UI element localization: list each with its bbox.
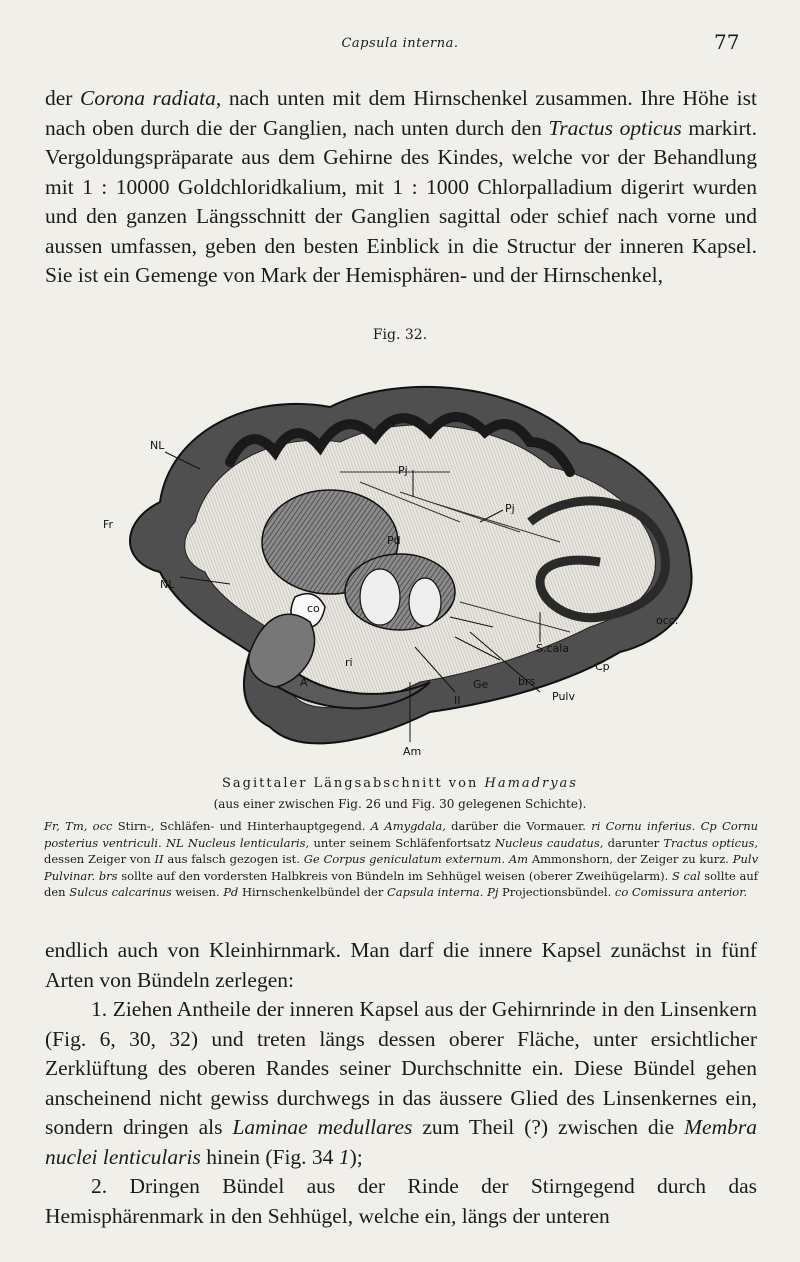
label-cp: Cp: [595, 660, 610, 673]
legend-term: A Amygdala,: [370, 819, 446, 833]
label-ge: Ge: [473, 678, 489, 691]
label-ii: II: [454, 694, 461, 707]
para2-text: endlich auch von Kleinhirnmark. Man darf die innere Kapsel zunächst in fünf Arten von Bündeln zerlegen:: [45, 938, 757, 992]
para3-fig-num: 1: [338, 1144, 350, 1169]
para1-corona: Corona radiata,: [80, 86, 222, 110]
label-pj-right: Pj: [505, 502, 515, 515]
paragraph-4: 2. Dringen Bündel aus der Rinde der Stirngegend durch das Hemisphärenmark in den Sehhügel, welche ein, längs der unteren: [45, 1174, 757, 1228]
label-pj-top: Pj: [398, 464, 408, 477]
para3-laminae: Laminae medullares: [232, 1115, 413, 1139]
para1-start: der: [45, 86, 73, 110]
legend-term: Nucleus caudatus,: [494, 835, 604, 850]
legend-term: Pd: [223, 885, 239, 899]
label-pulv: Pulv: [552, 690, 575, 703]
legend-term: ri Cornu inferius. Cp Cornu posterius ventriculi. NL Nucleus lenticularis,: [44, 819, 759, 850]
running-head: Capsula interna.: [341, 36, 459, 51]
paragraph-1: [45, 84, 757, 291]
legend-text: dessen Zeiger von: [44, 852, 151, 866]
legend-term: S cal: [671, 868, 701, 883]
brain-figure: [100, 352, 720, 772]
label-am: Am: [403, 745, 422, 758]
legend-text: sollte auf den vordersten Halbkreis von Bündeln im Sehhügel weisen (oberer Zweihügelarm).: [121, 868, 669, 883]
legend-term: Capsula interna. Pj: [386, 885, 499, 899]
label-brs: brs: [518, 675, 536, 688]
legend-term: Pulv Pulvinar. brs: [44, 852, 759, 883]
legend-text: weisen.: [175, 885, 220, 899]
label-nl-top: NL: [150, 439, 165, 452]
legend-text: Ammonshorn, der Zeiger zu kurz.: [531, 852, 729, 866]
legend-term: co Comissura anterior.: [614, 885, 748, 899]
label-co: co: [307, 602, 320, 615]
para3-text-c: zum Theil (?) zwischen die: [422, 1115, 675, 1139]
label-ri: ri: [345, 656, 353, 669]
label-pd: Pd: [387, 534, 401, 547]
legend-text: Hirnschenkelbündel der: [241, 885, 384, 899]
figure-legend: [44, 818, 758, 901]
legend-text: unter seinem Schläfenfortsatz: [313, 835, 491, 850]
label-scala: S.cala: [536, 642, 570, 655]
legend-text: darüber die Vormauer.: [451, 819, 586, 833]
label-fr: Fr: [103, 518, 114, 531]
figure-label: Fig. 32.: [372, 327, 428, 343]
legend-text: Projectionsbündel.: [502, 885, 612, 899]
pulvinar: [409, 578, 441, 626]
legend-term: Fr, Tm, occ: [44, 819, 113, 833]
para1-text-a: nach unten mit dem Hirnschenkel zusammen. Ihre Höhe ist nach oben durch die der Ganglien, nach unten durch den: [45, 86, 757, 140]
geniculate: [360, 569, 400, 625]
label-nl-mid: NL: [160, 578, 175, 591]
label-a: A: [300, 676, 308, 689]
para3-text: 1. Ziehen Antheile der inneren Kapsel aus der Gehirnrinde in den Linsenkern (Fig. 6, 30, 32) und treten längs dessen oberer Fläche, unter ersichtlicher Zerklüftung des oberen Randes seiner Durchschnitte ein. Diese Bündel gehen anscheinend nicht gewiss durchwegs in das äussere Glied des Linsenkernes ein, sondern dringen als: [45, 997, 757, 1139]
para1-tractus: Tractus opticus: [548, 115, 682, 140]
legend-term: Tractus opticus,: [663, 835, 759, 850]
figure-caption-sub: (aus einer zwischen Fig. 26 und Fig. 30 gelegenen Schichte).: [213, 797, 587, 811]
legend-text: sollte auf den: [44, 868, 758, 899]
brain-section-illustration: [100, 352, 720, 772]
label-occ: occ.: [656, 614, 679, 627]
legend-term: II: [154, 852, 164, 866]
figure-caption: [0, 776, 800, 791]
page-number: 77: [714, 30, 740, 54]
paragraph-2: [45, 936, 757, 1231]
legend-text: Stirn-, Schläfen- und Hinterhauptgegend.: [117, 819, 366, 833]
caption-text: Sagittaler Längsabschnitt von: [222, 776, 479, 791]
para3-text-e: hinein (Fig. 34: [206, 1144, 334, 1169]
caption-species: Hamadryas: [484, 776, 578, 791]
paragraph-3: [45, 995, 757, 1172]
legend-term: Sulcus calcarinus: [69, 885, 172, 899]
legend-text: darunter: [607, 835, 660, 850]
para3-text-g: );: [349, 1144, 363, 1169]
para1-text-b: markirt. Vergoldungspräparate aus dem Gehirne des Kindes, welche vor der Behandlung mit 1 : 10000 Goldchloridkalium, mit 1 : 1000 Chlorpalladium digerirt wurden und den ganzen Längsschnitt der Ganglien sagittal oder schief nach vorne und aussen umfassen, geben den besten Einblick in die Structur der inneren Kapsel. Sie ist ein Gemenge von Mark der Hemisphären- und der Hirnschenkel,: [45, 115, 757, 287]
legend-term: Ge Corpus geniculatum externum. Am: [303, 852, 529, 866]
para3-membra: Membra nuclei lenticularis: [45, 1115, 757, 1169]
legend-text: aus falsch gezogen ist.: [167, 852, 300, 866]
